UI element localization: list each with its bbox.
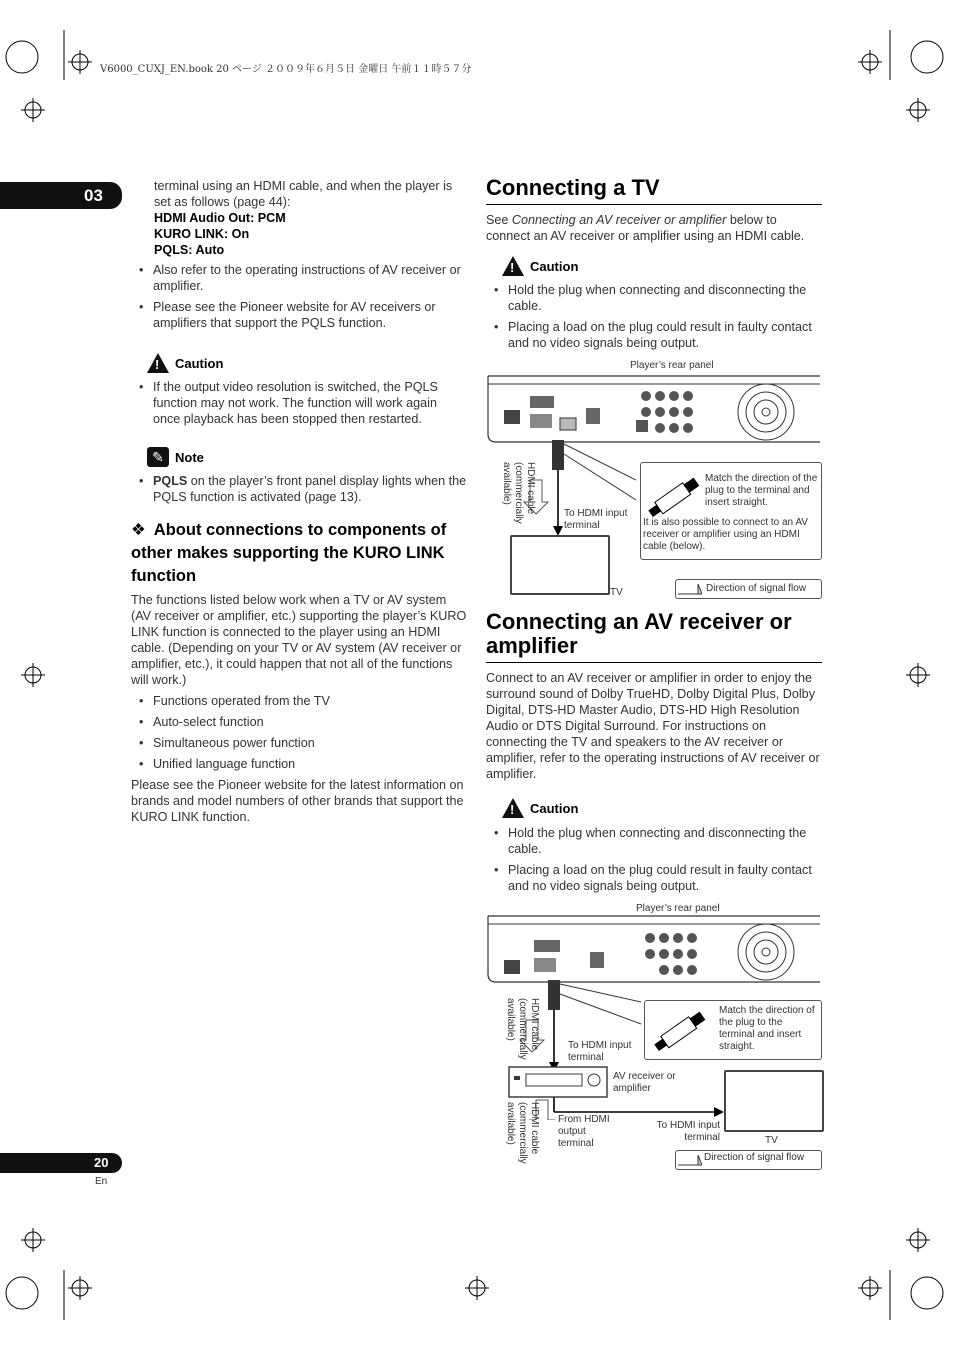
- match-direction-box: [640, 462, 822, 560]
- av-caution-bullets: [486, 825, 818, 899]
- note-heading: ✎ Note: [147, 447, 467, 467]
- page-number: 20: [0, 1153, 122, 1173]
- setting-pqls: PQLS: Auto: [154, 243, 225, 257]
- match-direction-text-2: Match the direction of the plug to the terminal and insert straight.: [719, 1005, 815, 1052]
- tv-screen-2: [724, 1070, 824, 1132]
- rear-panel-label-2: Player’s rear panel: [636, 903, 720, 914]
- hdmi-plug-icon: [651, 1005, 713, 1055]
- about-text: The functions listed below work when a TV or AV system (AV receiver or amplifier, etc.) supporting the player’s KURO LINK function is connected to the player using an HDMI cable. (Depending on your TV or AV system (AV receiver or amplifier, etc.), it could happen that not all of the functions will work.): [131, 593, 467, 687]
- warning-icon: [147, 353, 169, 373]
- caution-bullets: [131, 379, 467, 427]
- av-receiver-label: AV receiver or amplifier: [613, 1071, 676, 1094]
- av-heading: Connecting an AV receiver or amplifier: [486, 610, 822, 663]
- list-item: • Functions operated from the TV: [131, 693, 467, 709]
- closing-text: Please see the Pioneer website for the latest information on brands and model numbers of other brands that support the KURO LINK function.: [131, 778, 464, 824]
- tv-label-2: TV: [765, 1135, 778, 1146]
- cable-label: HDMI cable (commercially available): [501, 462, 536, 524]
- tv-see-text: See Connecting an AV receiver or amplifier below to connect an AV receiver or amplifier using an HDMI cable.: [486, 213, 805, 243]
- av-text: Connect to an AV receiver or amplifier in order to enjoy the surround sound of Dolby TrueHD, Dolby Digital Plus, Dolby Digital, DTS-HD Master Audio, DTS-HD High Resolution Audio or DTS Digital Surround. For instructions on connecting the TV and speakers to the AV receiver or amplifier, refer to the operating instructions of AV receiver or amplifier.: [486, 671, 820, 781]
- warning-icon: [502, 798, 524, 818]
- tv-label: TV: [610, 587, 623, 598]
- caution-heading: ! Caution: [147, 353, 467, 373]
- list-item: • Placing a load on the plug could result in faulty contact and no video signals being output.: [486, 319, 818, 351]
- setting-kuro-link: KURO LINK: On: [154, 227, 250, 241]
- match-direction-box-2: [644, 1000, 822, 1060]
- setting-hdmi-audio: HDMI Audio Out: PCM: [154, 211, 286, 225]
- left-column: [131, 178, 467, 825]
- list-item: • Also refer to the operating instructions of AV receiver or amplifier.: [131, 262, 467, 294]
- intro-text: terminal using an HDMI cable, and when the player is set as follows (page 44):: [154, 179, 453, 209]
- hdmi-plug-icon: [645, 471, 707, 521]
- list-item: • Hold the plug when connecting and disconnecting the cable.: [486, 282, 818, 314]
- av-caution-heading: ! Caution: [502, 798, 578, 818]
- signal-flow-label-2: Direction of signal flow: [704, 1152, 805, 1163]
- list-item: • Simultaneous power function: [131, 735, 467, 751]
- rear-panel-label: Player’s rear panel: [630, 360, 714, 371]
- arrow-icon: [678, 582, 702, 596]
- cable-label-2a: HDMI cable (commercially available): [505, 998, 540, 1060]
- warning-icon: [502, 256, 524, 276]
- list-item: • If the output video resolution is switched, the PQLS function may not work. The function will work again once playback has been stopped then restarted.: [131, 379, 467, 427]
- list-item: • PQLS on the player’s front panel display lights when the PQLS function is activated (page 13).: [131, 473, 467, 505]
- functions-list: [131, 693, 467, 772]
- from-hdmi-label: From HDMI output terminal: [558, 1114, 610, 1149]
- match-direction-text: Match the direction of the plug to the terminal and insert straight.: [705, 473, 818, 508]
- tv-screen: [510, 535, 610, 595]
- tv-caution-bullets: [486, 282, 818, 356]
- file-info-header: V6000_CUXJ_EN.book 20 ページ ２００９年６月５日 金曜日 午前１１時５７分: [100, 64, 472, 75]
- tv-heading: Connecting a TV: [486, 176, 822, 205]
- pencil-note-icon: ✎: [147, 447, 169, 467]
- note-bullets: [131, 473, 467, 505]
- to-hdmi-tv-label: To HDMI input terminal: [656, 1120, 720, 1143]
- diamond-icon: ❖: [131, 521, 146, 539]
- list-item: • Unified language function: [131, 756, 467, 772]
- to-hdmi-label: To HDMI input terminal: [564, 508, 628, 531]
- signal-flow-label: Direction of signal flow: [706, 583, 807, 594]
- about-heading: ❖ About connections to components of other makes supporting the KURO LINK function: [131, 521, 447, 585]
- settings-list: [131, 210, 467, 258]
- arrow-icon: [678, 1153, 702, 1167]
- tv-caution-heading: ! Caution: [502, 256, 578, 276]
- signal-flow-legend-2: [675, 1150, 822, 1170]
- info-bullets: [131, 262, 467, 331]
- av-receiver-drawing: [508, 1066, 608, 1100]
- cable-label-2b: HDMI cable (commercially available): [505, 1102, 540, 1164]
- list-item: • Auto-select function: [131, 714, 467, 730]
- list-item: • Please see the Pioneer website for AV receivers or amplifiers that support the PQLS function.: [131, 299, 467, 331]
- player-rear-panel: [486, 374, 822, 446]
- list-item: • Placing a load on the plug could result in faulty contact and no video signals being output.: [486, 862, 818, 894]
- page-lang: En: [95, 1176, 108, 1187]
- to-hdmi-label-2: To HDMI input terminal: [568, 1040, 632, 1063]
- signal-flow-legend: [675, 579, 822, 599]
- chapter-tab: 03: [0, 182, 122, 209]
- list-item: • Hold the plug when connecting and disconnecting the cable.: [486, 825, 818, 857]
- player-rear-panel-2: [486, 914, 822, 986]
- also-possible-text: It is also possible to connect to an AV receiver or amplifier using an HDMI cable (below).: [643, 517, 808, 552]
